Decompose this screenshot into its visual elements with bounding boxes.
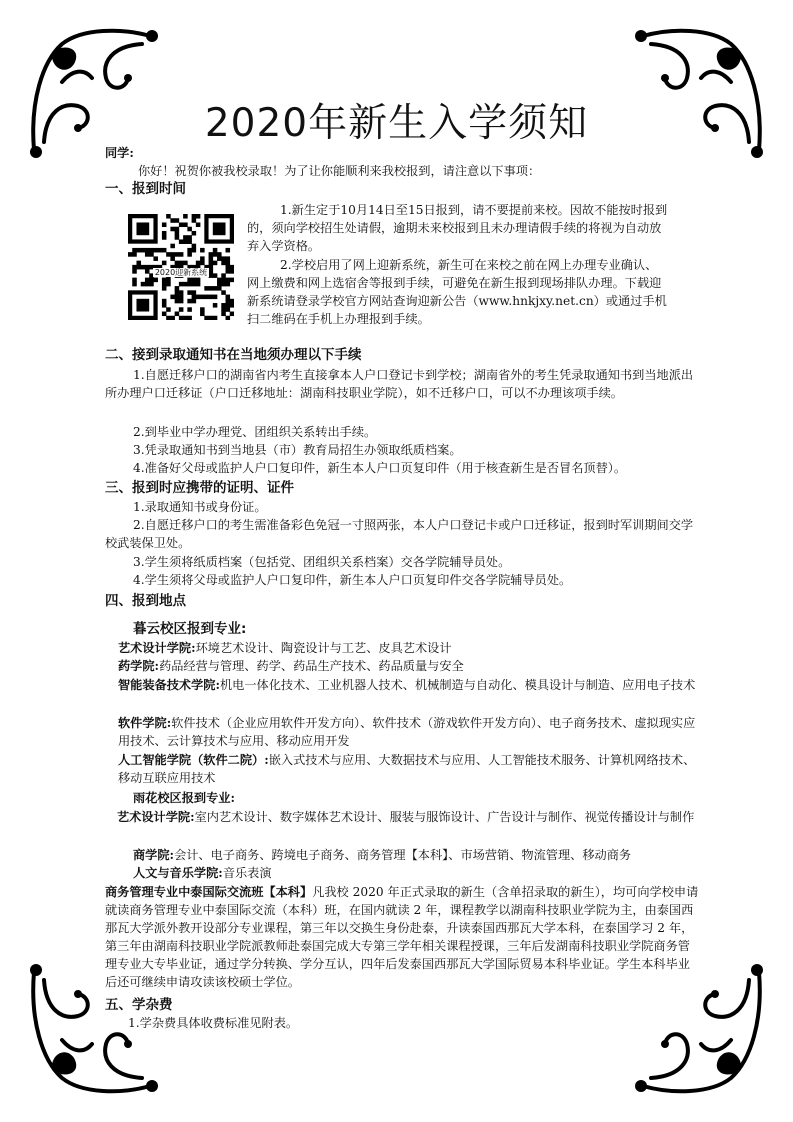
s3-item-2: 2.自愿迁移户口的考生需准备彩色免冠一寸照两张，本人户口登记卡或户口迁移证，报到时军训期间交学校武装保卫处。 (105, 518, 694, 550)
school-name: 智能装备技术学院: (118, 678, 220, 692)
campus-muyun-heading: 暮云校区报到专业: (133, 621, 247, 637)
program-name: 商务管理专业中泰国际交流班【本科】 (105, 885, 313, 899)
qr-caption: 2020迎新系统 (154, 268, 208, 277)
muyun-ai-school (118, 751, 701, 787)
school-name: 艺术设计学院: (117, 810, 195, 824)
s1-line-3: 弃入学资格。 (247, 239, 321, 253)
yuhua-art-school (105, 808, 701, 826)
school-majors: 室内艺术设计、数字媒体艺术设计、服装与服饰设计、广告设计与制作、视觉传播设计与制作 (194, 810, 695, 824)
section-1-heading: 一、报到时间 (105, 181, 186, 197)
school-name: 人文与音乐学院: (133, 866, 223, 880)
s3-item-3: 3.学生须将纸质档案（包括党、团组织关系档案）交各学院辅导员处。 (133, 555, 511, 569)
qr-code[interactable] (128, 214, 234, 320)
s1-line-2: 的，须向学校招生处请假，逾期未来校报到且未办理请假手续的将视为自动放 (247, 221, 662, 235)
s2-item-2: 2.到毕业中学办理党、团组织关系转出手续。 (133, 425, 377, 439)
intro-text: 你好！祝贺你被我校录取！为了让你能顺利来我校报到，请注意以下事项： (138, 164, 541, 178)
school-majors: 药品经营与管理、药学、药品生产技术、药品质量与安全 (159, 659, 464, 673)
s3-item-1: 1.录取通知书或身份证。 (133, 500, 267, 514)
s1-line-1: 1.新生定于10月14日至15日报到，请不要提前来校。因故不能按时报到 (280, 203, 668, 217)
school-majors: 音乐表演 (222, 866, 272, 880)
page-title: 2020年新生入学须知 (204, 101, 589, 146)
school-name: 人工智能学院（软件二院）: (118, 753, 269, 767)
s1-line-6: 新系统请登录学校官方网站查询迎新公告（www.hnkjxy.net.cn）或通过手机 (247, 294, 667, 308)
section-4-heading: 四、报到地点 (105, 593, 186, 609)
school-majors: 会计、电子商务、跨境电子商务、商务管理【本科】、市场营销、物流管理、移动商务 (174, 848, 632, 862)
school-name: 软件学院: (118, 716, 172, 730)
school-name: 艺术设计学院: (118, 641, 196, 655)
s3-item-4: 4.学生须将父母或监护人户口复印件，新生本人户口页复印件交各学院辅导员处。 (133, 573, 572, 587)
s1-line-7: 扫二维码在手机上办理报到手续。 (247, 312, 430, 326)
muyun-equipment-school (118, 676, 701, 694)
school-name: 商学院: (133, 848, 175, 862)
section-2-heading: 二、接到录取通知书在当地须办理以下手续 (105, 347, 362, 363)
school-majors: 环境艺术设计、陶瓷设计与工艺、皮具艺术设计 (195, 641, 452, 655)
muyun-software-school (118, 714, 701, 750)
section-5-heading: 五、学杂费 (105, 997, 173, 1013)
campus-yuhua-heading: 雨花校区报到专业: (133, 791, 235, 805)
muyun-pharmacy-school (118, 657, 701, 675)
s2-item-4: 4.准备好父母或监护人户口复印件，新生本人户口页复印件（用于核查新生是否冒名顶替）。 (133, 461, 627, 475)
s5-item-1: 1.学杂费具体收费标准见附表。 (128, 1016, 299, 1030)
greeting: 同学: (105, 146, 134, 160)
s1-line-5: 网上缴费和网上选宿舍等报到手续，可避免在新生报到现场排队办理。下载迎 (247, 276, 662, 290)
s2-item-1: 1.自愿迁移户口的湖南省内考生直接拿本人户口登记卡到学校；湖南省外的考生凭录取通知书到当地派出所办理户口迁移证（户口迁移地址：湖南科技职业学院），如不迁移户口，可以不办理该项手续。 (105, 368, 694, 400)
yuhua-music-school (133, 864, 701, 882)
school-majors: 机电一体化技术、工业机器人技术、机械制造与自动化、模具设计与制造、应用电子技术 (220, 678, 696, 692)
school-majors: 软件技术（企业应用软件开发方向）、软件技术（游戏软件开发方向）、电子商务技术、虚拟现实应用技术、云计算技术与应用、移动应用开发 (118, 716, 696, 748)
school-majors: 嵌入式技术与应用、大数据技术与应用、人工智能技术服务、计算机网络技术、移动互联应用技术 (118, 753, 696, 785)
s2-item-3: 3.凭录取通知书到当地县（市）教育局招生办领取纸质档案。 (133, 443, 462, 457)
intl-exchange-program (105, 883, 701, 991)
program-description: 凡我校 2020 年正式录取的新生（含单招录取的新生），均可向学校申请就读商务管理专业中泰国际交流（本科）班，在国内就读 2 年，课程教学以湖南科技职业学院为主，由泰国西那瓦大学派外教开设部分专业课程，第三年以交换生身份赴泰，升读泰国西那瓦大学本科，在泰国学习 2 年，第三年由湖南科技职业学院派教师赴泰国完成大专第三学年相关课程授课，三年后发湖南科技职业学院商务管理专业大专毕业证，通过学分转换、学分互认，四年后发泰国西那瓦大学国际贸易本科毕业证。学生本科毕业后还可继续申请攻读该校硕士学位。 (105, 885, 699, 989)
school-name: 药学院: (118, 659, 160, 673)
s1-line-4: 2.学校启用了网上迎新系统，新生可在来校之前在网上办理专业确认、 (280, 258, 658, 272)
muyun-art-school (118, 639, 701, 657)
yuhua-business-school (133, 846, 701, 864)
section-3-heading: 三、报到时应携带的证明、证件 (105, 480, 294, 496)
